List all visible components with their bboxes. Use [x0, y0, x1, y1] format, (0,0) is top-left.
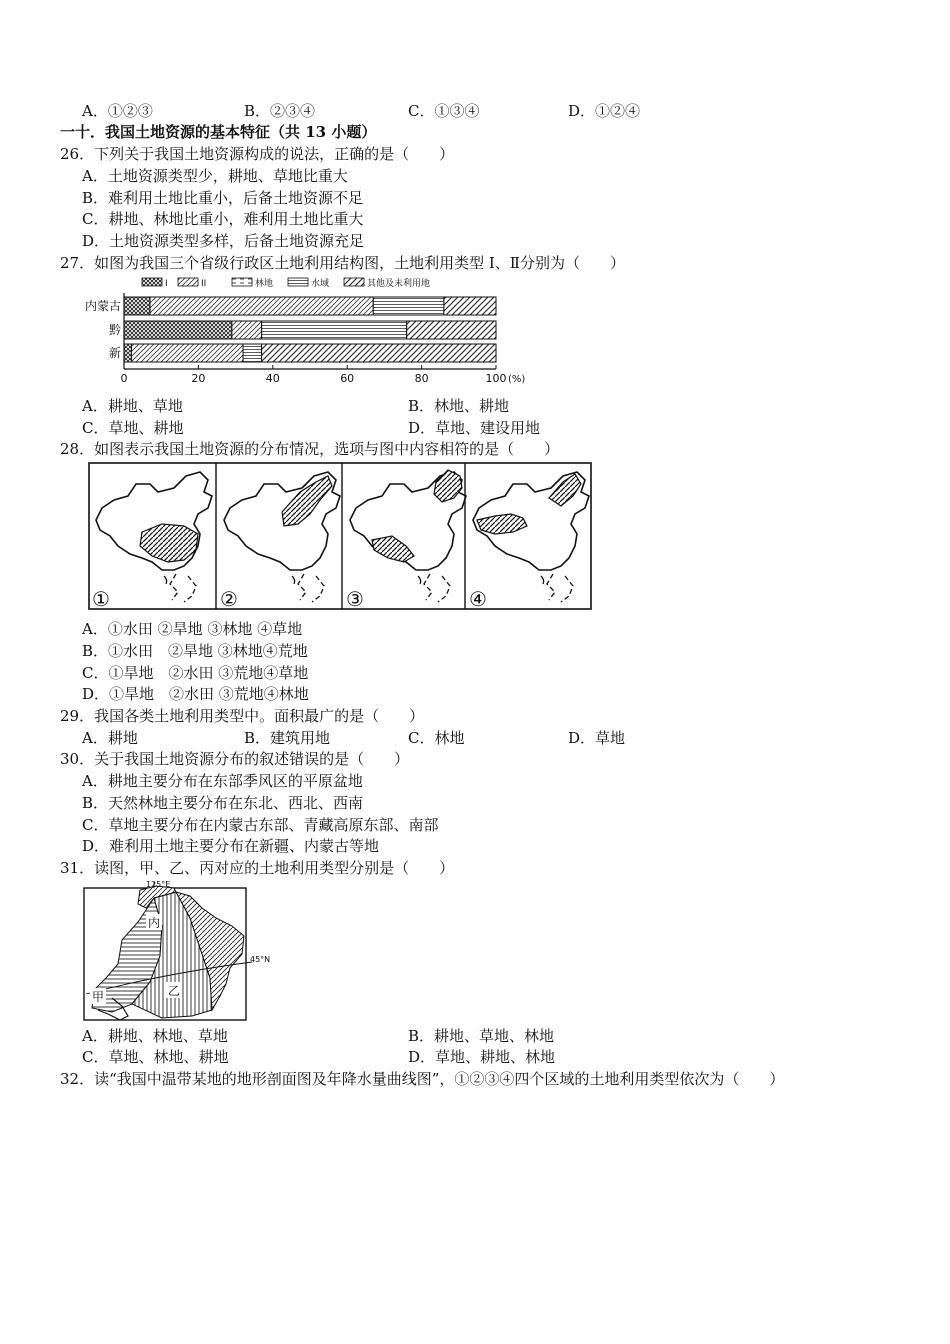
- q31-stem: 31．读图，甲、乙、丙对应的土地利用类型分别是（ ）: [60, 859, 455, 877]
- q31-option-a: A．耕地、林地、草地: [82, 1027, 228, 1045]
- map-4-label: ④: [469, 587, 487, 611]
- q31-option-d: D．草地、耕地、林地: [408, 1048, 556, 1066]
- legend-swatch-3: [288, 278, 308, 286]
- legend-swatch-2: [232, 278, 252, 286]
- bar-2-0: [124, 344, 131, 362]
- q31-option-b: B．耕地、草地、林地: [408, 1027, 555, 1045]
- chart-bars: [85, 297, 496, 362]
- bar-2-3: [243, 344, 262, 362]
- prev-option-c: C．①③④: [408, 102, 480, 120]
- bar-1-1: [232, 321, 262, 339]
- legend-swatch-0: [142, 278, 162, 286]
- prev-option-b: B．②③④: [244, 102, 316, 120]
- map-1-label: ①: [92, 587, 110, 611]
- q27-option-b: B．林地、耕地: [408, 397, 510, 415]
- q26-option-c: C．耕地、林地比重小，难利用土地比重大: [82, 210, 364, 228]
- q26-option-a: A．土地资源类型少，耕地、草地比重大: [82, 167, 348, 185]
- bar-1-3: [262, 321, 407, 339]
- q30-option-d: D．难利用土地主要分布在新疆、内蒙古等地: [82, 837, 380, 855]
- legend-label-0: I: [165, 279, 168, 289]
- label-yi: 乙: [168, 984, 181, 998]
- q28-option-b: B．①水田 ②旱地 ③林地④荒地: [82, 642, 308, 660]
- x-tick-label-4: 80: [414, 372, 429, 385]
- q26-option-b: B．难利用土地比重小，后备土地资源不足: [82, 189, 364, 207]
- bar-1-0: [124, 321, 232, 339]
- q30-stem: 30．关于我国土地资源分布的叙述错误的是（ ）: [60, 750, 410, 768]
- x-tick-label-0: 0: [120, 372, 128, 385]
- category-label-0: 内蒙古: [84, 299, 121, 313]
- q27-option-d: D．草地、建设用地: [408, 419, 541, 437]
- prev-option-a: A．①②③: [82, 102, 153, 120]
- q29-option-a: A．耕地: [82, 729, 138, 747]
- x-tick-label-2: 40: [265, 372, 280, 385]
- prev-option-d: D．①②④: [568, 102, 641, 120]
- q29-option-d: D．草地: [568, 729, 626, 747]
- bar-2-1: [131, 344, 243, 362]
- bar-0-4: [444, 297, 496, 315]
- section-title: 一十．我国土地资源的基本特征（共 13 小题）: [60, 123, 377, 141]
- q31-option-c: C．草地、林地、耕地: [82, 1048, 229, 1066]
- land-use-structure-chart: [80, 273, 540, 393]
- map-3-label: ③: [346, 587, 364, 611]
- label-nei: 内: [148, 916, 161, 930]
- northeast-china-map: [82, 878, 282, 1023]
- bar-0-3: [373, 297, 444, 315]
- q32-stem: 32．读“我国中温带某地的地形剖面图及年降水量曲线图”，①②③④四个区域的土地利用类型依次为（ ）: [60, 1070, 785, 1088]
- legend-swatch-4: [344, 278, 364, 286]
- longitude-label: 125°E: [146, 880, 171, 889]
- q29-stem: 29．我国各类土地利用类型中。面积最广的是（ ）: [60, 707, 425, 725]
- q30-option-a: A．耕地主要分布在东部季风区的平原盆地: [82, 772, 363, 790]
- bar-0-1: [150, 297, 373, 315]
- q30-option-c: C．草地主要分布在内蒙古东部、青藏高原东部、南部: [82, 816, 439, 834]
- legend-label-4: 其他及未利用地: [367, 279, 431, 289]
- bar-0-0: [124, 297, 150, 315]
- map-2-label: ②: [220, 587, 238, 611]
- bar-2-4: [262, 344, 496, 362]
- q27-option-a: A．耕地、草地: [82, 397, 183, 415]
- x-tick-label-3: 60: [340, 372, 355, 385]
- x-tick-label-5: 100: [485, 372, 507, 385]
- x-tick-label-1: 20: [191, 372, 206, 385]
- legend-label-1: II: [201, 279, 207, 289]
- china-land-distribution-maps: [88, 462, 593, 612]
- q29-option-b: B．建筑用地: [244, 729, 331, 747]
- chart-legend: [142, 277, 430, 289]
- q28-stem: 28．如图表示我国土地资源的分布情况，选项与图中内容相符的是（ ）: [60, 440, 560, 458]
- category-label-1: 黔: [108, 323, 121, 337]
- latitude-label: 45°N: [250, 955, 271, 964]
- q27-stem: 27．如图为我国三个省级行政区土地利用结构图，土地利用类型 I、Ⅱ分别为（ ）: [60, 254, 625, 272]
- legend-label-2: 林地: [255, 279, 274, 289]
- q30-option-b: B．天然林地主要分布在东北、西北、西南: [82, 794, 364, 812]
- x-axis-unit: (%): [508, 374, 526, 385]
- q28-option-a: A．①水田 ②旱地 ③林地 ④草地: [82, 620, 303, 638]
- q26-stem: 26．下列关于我国土地资源构成的说法，正确的是（ ）: [60, 145, 455, 163]
- legend-swatch-1: [178, 278, 198, 286]
- q26-option-d: D．土地资源类型多样，后备土地资源充足: [82, 232, 365, 250]
- q28-option-c: C．①旱地 ②水田 ③荒地④草地: [82, 664, 309, 682]
- q27-option-c: C．草地、耕地: [82, 419, 184, 437]
- label-jia: 甲: [92, 990, 105, 1004]
- legend-label-3: 水域: [311, 279, 330, 289]
- q29-option-c: C．林地: [408, 729, 465, 747]
- bar-1-4: [407, 321, 496, 339]
- category-label-2: 新: [108, 346, 121, 360]
- q28-option-d: D．①旱地 ②水田 ③荒地④林地: [82, 685, 309, 703]
